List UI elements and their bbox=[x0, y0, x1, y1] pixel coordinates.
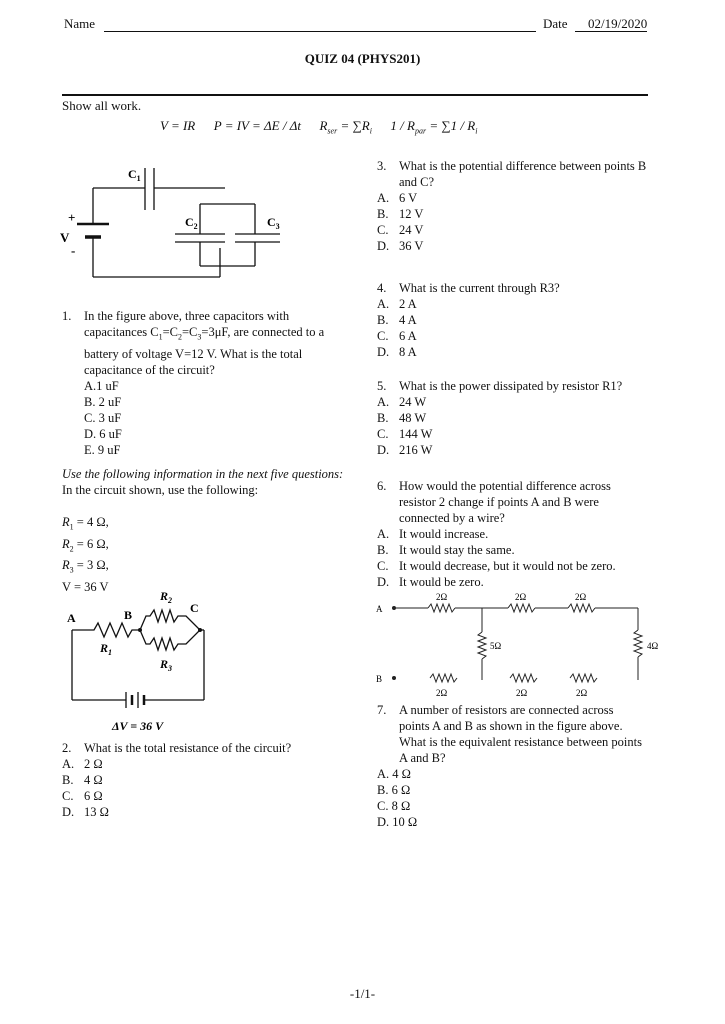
question-1 bbox=[62, 308, 344, 458]
resistor-top-2-label: 2Ω bbox=[515, 592, 527, 602]
question-number: 6. bbox=[377, 479, 387, 493]
option-c[interactable]: C. 144 W bbox=[377, 427, 433, 441]
formula-series: $R_{ser} = \sum R_i$ bbox=[319, 118, 372, 136]
option-d[interactable]: D. 6 uF bbox=[84, 426, 122, 441]
name-label: Name bbox=[64, 16, 96, 31]
question-number: 3. bbox=[377, 159, 387, 173]
option-a[interactable]: A. 2 Ω bbox=[62, 757, 103, 771]
option-a[interactable]: A. 24 W bbox=[377, 395, 427, 409]
question-number: 2. bbox=[62, 741, 72, 755]
resistor-bottom-3-label: 2Ω bbox=[576, 688, 588, 698]
question-stem: In the figure above, three capacitors with capacitances $C_1=C_2=C_3=3\mu F$, are connected to a battery of voltage V=12 V. What is the total capacitance of the circuit? bbox=[84, 309, 325, 377]
option-d[interactable]: D. 216 W bbox=[377, 443, 433, 457]
label-c3: $C_3$ bbox=[267, 215, 280, 231]
battery-plus: + bbox=[68, 210, 76, 225]
resistor-middle-label: 5Ω bbox=[490, 641, 502, 651]
option-d[interactable]: D. 10 Ω bbox=[377, 815, 418, 829]
option-a[interactable]: A. 6 V bbox=[377, 191, 418, 205]
label-delta-v: ΔV = 36 V bbox=[112, 719, 164, 733]
option-d[interactable]: D. It would be zero. bbox=[377, 575, 484, 589]
date-field-line bbox=[575, 31, 647, 32]
value-r3: $R_3 = 3$ Ω, bbox=[62, 558, 109, 575]
option-d[interactable]: D. 8 A bbox=[377, 345, 417, 359]
info-values bbox=[62, 514, 109, 595]
label-r1: $R_1$ bbox=[100, 641, 113, 657]
question-6 bbox=[377, 478, 639, 590]
question-stem: What is the current through R3? bbox=[399, 281, 560, 295]
question-number: 4. bbox=[377, 281, 387, 295]
instructions: Show all work. bbox=[62, 98, 142, 113]
option-b[interactable]: B. 12 V bbox=[377, 207, 424, 221]
resistor-network-diagram bbox=[370, 590, 670, 702]
label-r3: $R_3$ bbox=[160, 657, 173, 673]
info-intro: Use the following information in the next five questions: In the circuit shown, use the following: bbox=[62, 467, 344, 497]
point-a: A bbox=[67, 611, 76, 625]
option-c[interactable]: C. It would decrease, but it would not be zero. bbox=[377, 559, 616, 573]
question-7 bbox=[377, 702, 647, 830]
page-number: -1/1- bbox=[349, 986, 376, 1001]
option-b[interactable]: B. 6 Ω bbox=[377, 783, 411, 797]
battery-minus: - bbox=[71, 243, 76, 258]
question-stem: What is the power dissipated by resistor R1? bbox=[399, 379, 623, 393]
question-stem: What is the potential difference between points B and C? bbox=[399, 159, 647, 189]
option-a[interactable]: A. 4 Ω bbox=[377, 767, 411, 781]
value-r2: $R_2 = 6$ Ω, bbox=[62, 536, 109, 553]
formula-ohm: V = IR bbox=[160, 118, 196, 133]
option-c[interactable]: C. 24 V bbox=[377, 223, 424, 237]
label-c1: $C_1$ bbox=[128, 167, 141, 183]
resistor-bottom-2-label: 2Ω bbox=[516, 688, 528, 698]
option-b[interactable]: B. 48 W bbox=[377, 411, 427, 425]
question-number: 5. bbox=[377, 379, 387, 393]
formula-power: P = IV = ΔE / Δt bbox=[213, 118, 301, 133]
point-c: C bbox=[190, 601, 199, 615]
option-b[interactable]: B. It would stay the same. bbox=[377, 543, 515, 557]
question-stem: A number of resistors are connected across points A and B as shown in the figure above. What is the equivalent resistance between points A and B? bbox=[399, 703, 642, 765]
label-r2: $R_2$ bbox=[160, 589, 173, 605]
formula-line bbox=[160, 118, 477, 140]
option-c[interactable]: C. 3 uF bbox=[84, 410, 122, 425]
resistor-bottom-1-label: 2Ω bbox=[436, 688, 448, 698]
option-a[interactable]: A. 2 A bbox=[377, 297, 417, 311]
capacitor-circuit-diagram bbox=[55, 160, 325, 285]
option-b[interactable]: B. 4 A bbox=[377, 313, 417, 327]
option-a[interactable]: A.1 uF bbox=[84, 378, 119, 393]
resistor-right-label: 4Ω bbox=[647, 641, 659, 651]
question-5 bbox=[377, 378, 647, 458]
question-stem: What is the total resistance of the circuit? bbox=[84, 741, 292, 755]
page-title: QUIZ 04 (PHYS201) bbox=[304, 51, 421, 66]
question-3 bbox=[377, 158, 647, 254]
formula-parallel: $1 / R_{par} = \sum 1 / R_i$ bbox=[390, 118, 478, 136]
option-c[interactable]: C. 6 Ω bbox=[62, 789, 103, 803]
battery-v-label: V bbox=[60, 230, 70, 245]
value-r1: $R_1 = 4$ Ω, bbox=[62, 515, 109, 532]
title-divider bbox=[62, 94, 648, 96]
name-field-line[interactable] bbox=[104, 31, 536, 32]
option-b[interactable]: B. 2 uF bbox=[84, 394, 122, 409]
option-e[interactable]: E. 9 uF bbox=[84, 442, 121, 457]
option-c[interactable]: C. 6 A bbox=[377, 329, 417, 343]
option-a[interactable]: A. It would increase. bbox=[377, 527, 489, 541]
question-2 bbox=[62, 740, 344, 820]
resistor-top-1-label: 2Ω bbox=[436, 592, 448, 602]
resistor-top-3-label: 2Ω bbox=[575, 592, 587, 602]
value-v: V = 36 V bbox=[62, 579, 109, 594]
option-d[interactable]: D. 36 V bbox=[377, 239, 424, 253]
point-b: B bbox=[124, 608, 133, 622]
question-stem: How would the potential difference across resistor 2 change if points A and B were connected by a wire? bbox=[399, 479, 611, 525]
option-b[interactable]: B. 4 Ω bbox=[62, 773, 103, 787]
date-value: 02/19/2020 bbox=[588, 16, 648, 31]
date-label: Date bbox=[543, 16, 568, 31]
resistor-circuit-diagram bbox=[62, 586, 222, 736]
network-point-b: B bbox=[376, 674, 383, 684]
question-4 bbox=[377, 280, 647, 360]
question-number: 7. bbox=[377, 703, 387, 717]
network-point-a: A bbox=[376, 604, 383, 614]
option-c[interactable]: C. 8 Ω bbox=[377, 799, 411, 813]
option-d[interactable]: D. 13 Ω bbox=[62, 805, 109, 819]
label-c2: $C_2$ bbox=[185, 215, 198, 231]
question-number: 1. bbox=[62, 309, 72, 323]
